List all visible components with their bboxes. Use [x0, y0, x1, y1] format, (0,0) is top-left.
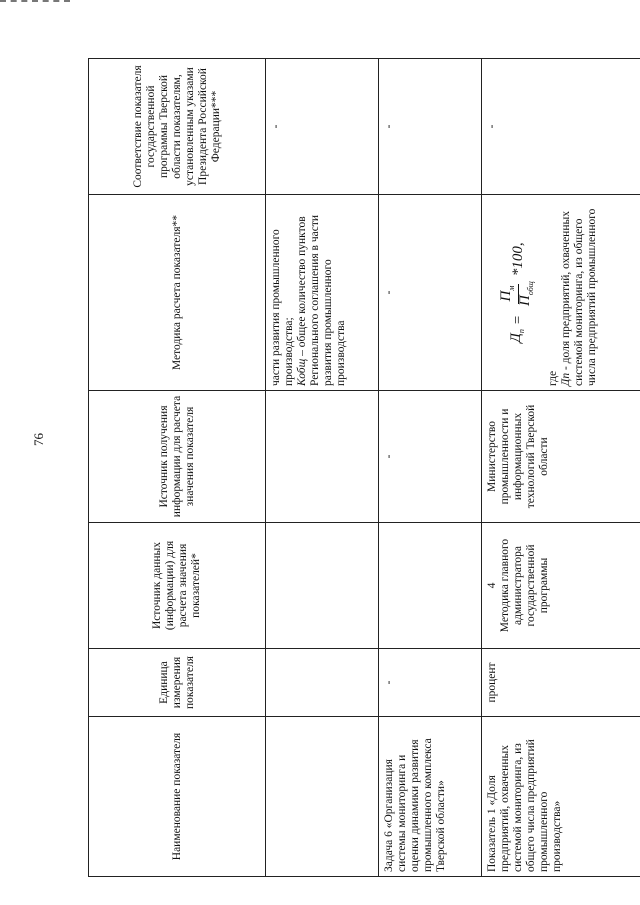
cell-indicator-method: [482, 195, 640, 391]
header-info-source: Источник получения информации для расчета значения показателя: [89, 391, 266, 523]
formula-lhs: $Д_п$: [507, 329, 526, 343]
data-source-number: 4: [486, 582, 498, 589]
cell-indicator-compliance: -: [482, 59, 640, 195]
page-number: 76: [31, 433, 46, 446]
cell-indicator-unit: процент: [482, 649, 640, 717]
cell-indicator-info-source: Министерство промышленности и информационных технологий Тверской области: [482, 391, 640, 523]
formula-multiplier: *100,: [510, 242, 526, 277]
table-row-task-6: [379, 59, 482, 877]
method-symbol-kobsh: Кобщ: [296, 358, 308, 386]
cell-task-data-source: [379, 523, 482, 649]
cell-indicator-name: Показатель 1 «Доля предприятий, охваченных системой мониторинга, из общего числа предприятий промышленного производства»: [482, 717, 640, 877]
method-continuation-line1: части развития промышленного производства;: [270, 229, 295, 386]
method-symbol-dp: Дп: [560, 372, 572, 386]
cell-unit-empty: [266, 649, 379, 717]
top-edge-dashes: [0, 0, 70, 2]
indicators-table: [88, 58, 640, 877]
share-formula: $Д_п$ = $П_м$ $П_{общ}$ *100,: [498, 242, 535, 343]
cell-compliance-continuation: -: [266, 59, 379, 195]
cell-task-method: -: [379, 195, 482, 391]
header-method: Методика расчета показателя**: [89, 195, 266, 391]
header-unit: Единица измерения показателя: [89, 649, 266, 717]
cell-info-source-empty: [266, 391, 379, 523]
cell-method-continuation: [266, 195, 379, 391]
header-name: Наименование показателя: [89, 717, 266, 877]
method-description: Дп - доля предприятий, охваченных системой мониторинга, из общего числа предприятий промышленного: [560, 208, 598, 386]
cell-task-name: Задача 6 «Организация системы мониторинга и оценки динамики развития промышленного комплекса Тверской области»: [379, 717, 482, 877]
cell-indicator-data-source: [482, 523, 640, 649]
header-data-source: Источник данных (информации) для расчета значения показателей*: [89, 523, 266, 649]
formula-fraction: $П_м$ $П_{общ}$: [498, 281, 535, 306]
data-source-text: Методика главного администратора государственной программы: [499, 538, 550, 633]
table-row-indicator-1: [482, 59, 640, 877]
header-compliance: Соответствие показателя государственной программы Тверской области показателям, установленным указами Президента Российской Федерации***: [89, 59, 266, 195]
cell-task-unit: -: [379, 649, 482, 717]
rotated-table-container: [88, 59, 608, 877]
header-row: [89, 59, 266, 877]
table-row-continuation: [266, 59, 379, 877]
cell-name-empty: [266, 717, 379, 877]
method-where: где: [547, 370, 559, 386]
cell-data-source-empty: [266, 523, 379, 649]
cell-task-info-source: -: [379, 391, 482, 523]
method-continuation-line2: – общее количество пунктов Регионального соглашения в части развития промышленного производства: [296, 214, 347, 386]
cell-task-compliance: -: [379, 59, 482, 195]
